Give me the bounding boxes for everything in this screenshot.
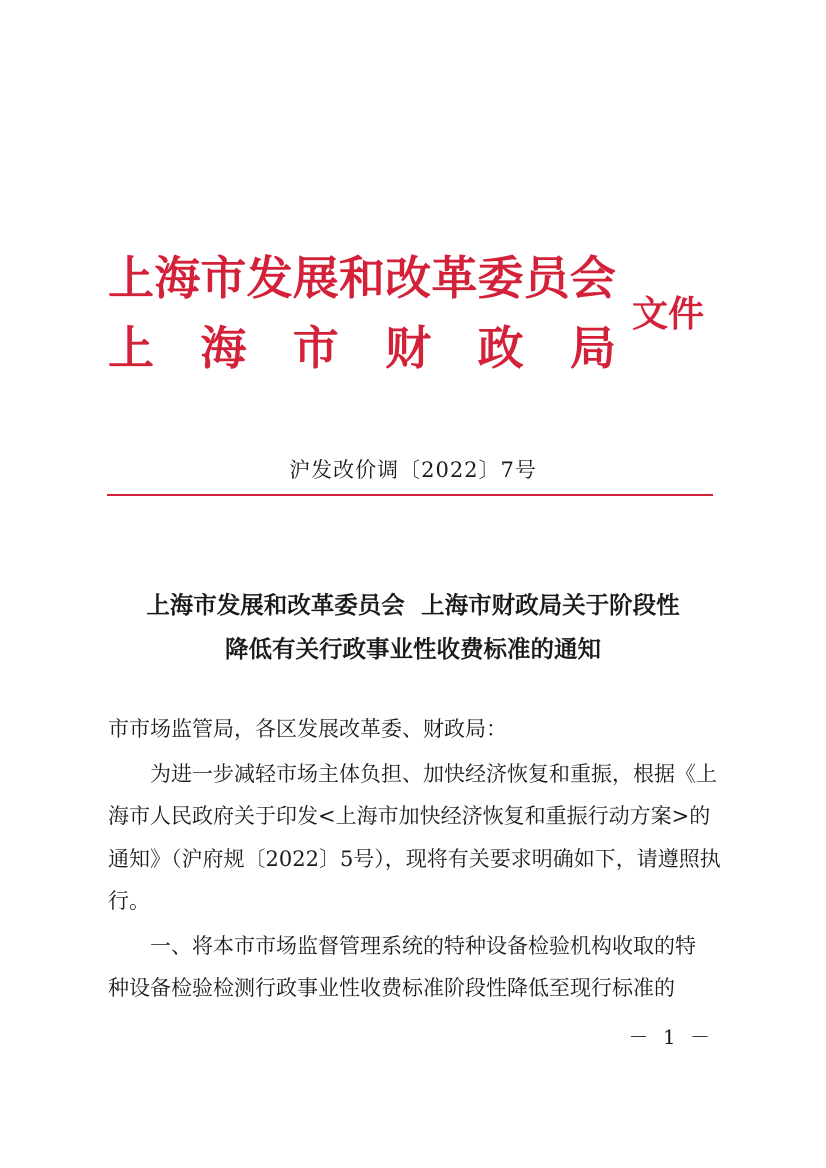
masthead-org-line1-char: 发	[246, 251, 293, 305]
masthead-org-line1-char: 改	[385, 251, 432, 305]
paragraph-2-line-1: 一、将本市市场监督管理系统的特种设备检验机构收取的特	[150, 933, 696, 958]
addressee: 市市场监管局，各区发展改革委、财政局：	[108, 717, 507, 741]
masthead-org-line1-char: 上	[108, 251, 154, 305]
paragraph-1-line-3: 通知》（沪府规〔2022〕5号），现将有关要求明确如下，请遵照执	[108, 846, 721, 871]
document-number: 沪发改价调〔2022〕7号	[289, 458, 537, 482]
masthead-org-line1-char: 委	[477, 251, 524, 305]
masthead-org-line2-char: 市	[292, 321, 339, 375]
masthead-org-line2-char: 财	[385, 321, 432, 375]
title-line-1: 上海市发展和改革委员会 上海市财政局关于阶段性	[146, 591, 680, 619]
red-divider	[107, 494, 713, 496]
document-body	[108, 708, 721, 1010]
masthead-org-line2	[108, 318, 616, 378]
masthead	[108, 248, 708, 378]
page-number: － 1 －	[628, 1025, 714, 1049]
paragraph-1-line-2: 海市人民政府关于印发<上海市加快经济恢复和重振行动方案>的	[108, 804, 711, 828]
masthead-org-line2-char: 局	[569, 321, 616, 375]
paragraph-2-line-2: 种设备检验检测行政事业性收费标准阶段性降低至现行标准的	[108, 976, 675, 1000]
masthead-org-line1-char: 展	[292, 251, 339, 305]
paragraph-1-line-1: 为进一步减轻市场主体负担、加快经济恢复和重振，根据《上	[150, 761, 717, 786]
masthead-doc-type: 文件	[632, 293, 705, 335]
masthead-org-line1-char: 员	[523, 251, 570, 305]
masthead-org-line1	[108, 248, 616, 308]
masthead-org-line1-char: 海	[154, 251, 201, 305]
masthead-org-line1-char: 会	[569, 251, 616, 305]
title-line-2: 降低有关行政事业性收费标准的通知	[225, 635, 601, 663]
masthead-org-line1-char: 革	[431, 251, 478, 305]
masthead-org-line1-char: 市	[200, 251, 247, 305]
masthead-org-line2-char: 上	[108, 321, 154, 375]
masthead-org-line1-char: 和	[338, 251, 385, 305]
paragraph-1-line-4: 行。	[108, 889, 150, 913]
masthead-org-line2-char: 海	[200, 321, 247, 375]
document-title	[60, 583, 766, 671]
masthead-org-line2-char: 政	[477, 321, 524, 375]
